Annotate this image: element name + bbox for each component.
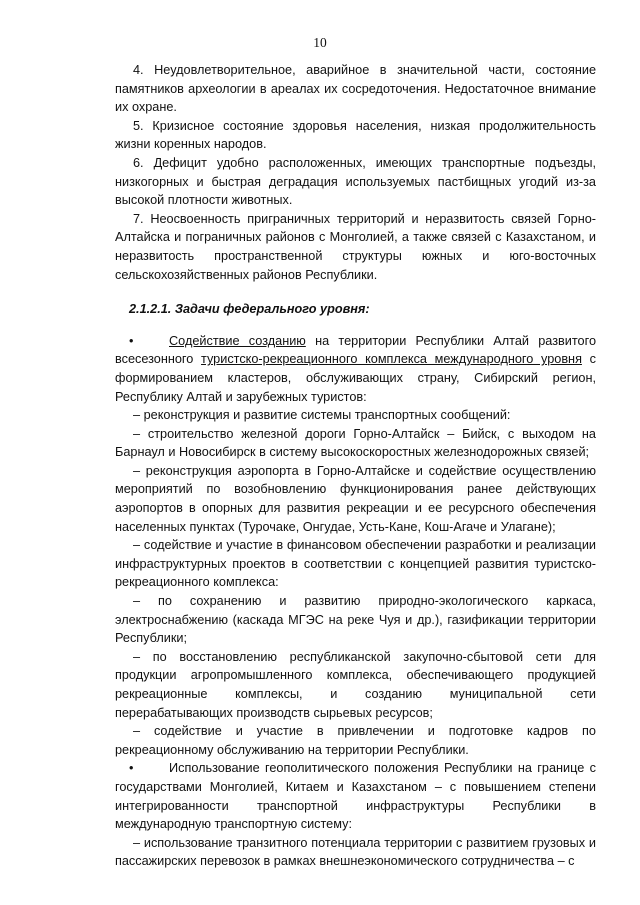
dash-item: – использование транзитного потенциала территории с развитием грузовых и пассажирских перевозок в рамках внешнеэкономического сотрудничества – с xyxy=(115,835,596,869)
bullet-paragraph-geopolitics xyxy=(115,759,596,833)
problem-item-5: 5. Кризисное состояние здоровья населения, низкая продолжительность жизни коренных народов. xyxy=(115,118,596,152)
dash-item: – реконструкция аэропорта в Горно-Алтайске и содействие осуществлению мероприятий по возобновлению функционирования ранее действующих аэропортов в опорных для развития рекреации и ее ресурсного обеспечения населенных пунктах (Турочаке, Онгудае, Усть-Кане, Кош-Агаче и Улагане); xyxy=(115,463,596,534)
dash-item: – содействие и участие в привлечении и подготовке кадров по рекреационному обслуживанию на территории Республики. xyxy=(115,724,596,757)
dash-item: – по восстановлению республиканской закупочно-сбытовой сети для продукции агропромышленного комплекса, обеспечивающего продукцией рекреационные комплексы, и созданию муниципальной сети перерабатывающих производств сырьевых ресурсов; xyxy=(115,649,596,720)
bullet-paragraph-tourism xyxy=(115,332,596,406)
text-run: с формированием кластеров, обслуживающих страну, Сибирский регион, Республику Алтай и зарубежных туристов: xyxy=(115,352,596,404)
text-run: на территории Республики Алтай развитого всесезонного xyxy=(115,333,596,367)
problem-item-6: 6. Дефицит удобно расположенных, имеющих транспортные подъезды, низкогорных и быстрая деградация используемых пастбищных угодий из-за высокой плотности животных. xyxy=(115,155,596,208)
dash-item: – содействие и участие в финансовом обеспечении разработки и реализации инфраструктурных проектов в соответствии с концепцией развития туристско-рекреационного комплекса: xyxy=(115,538,596,590)
page-number: 10 xyxy=(313,35,327,50)
problem-item-4: 4. Неудовлетворительное, аварийное в значительной части, состояние памятников археологии в ареалах их сосредоточения. Недостаточное внимание их охране. xyxy=(115,63,596,115)
bullet-marker: • xyxy=(129,333,134,348)
underlined-phrase: туристско-рекреационного комплекса международного уровня xyxy=(201,352,582,367)
bullet-marker: • xyxy=(129,761,134,776)
document-body xyxy=(115,61,596,871)
dash-item: – строительство железной дороги Горно-Алтайск – Бийск, с выходом на Барнаул и Новосибирск в систему высокоскоростных железнодорожных связей; xyxy=(115,426,596,460)
problem-item-7: 7. Неосвоенность приграничных территорий и неразвитость связей Горно-Алтайска и пограничных районов с Монголией, а также связей с Казахстаном, и неразвитость пространственной структуры южных и юго-восточных сельскохозяйственных районов Республики. xyxy=(115,211,596,282)
dash-item: – реконструкция и развитие системы транспортных сообщений: xyxy=(133,408,511,423)
dash-item: – по сохранению и развитию природно-экологического каркаса, электроснабжению (каскада МГЭС на реке Чуя и др.), газификации территории Республики; xyxy=(115,594,596,646)
text-run: Использование геополитического положения Республики на границе с государствами Монголией, Китаем и Казахстаном – с повышением степени интегрированности транспортной инфраструктуры Республики в международную транспортную систему: xyxy=(115,761,596,832)
underlined-phrase: Содействие созданию xyxy=(169,333,306,348)
section-heading: 2.1.2.1. Задачи федерального уровня: xyxy=(129,302,370,317)
